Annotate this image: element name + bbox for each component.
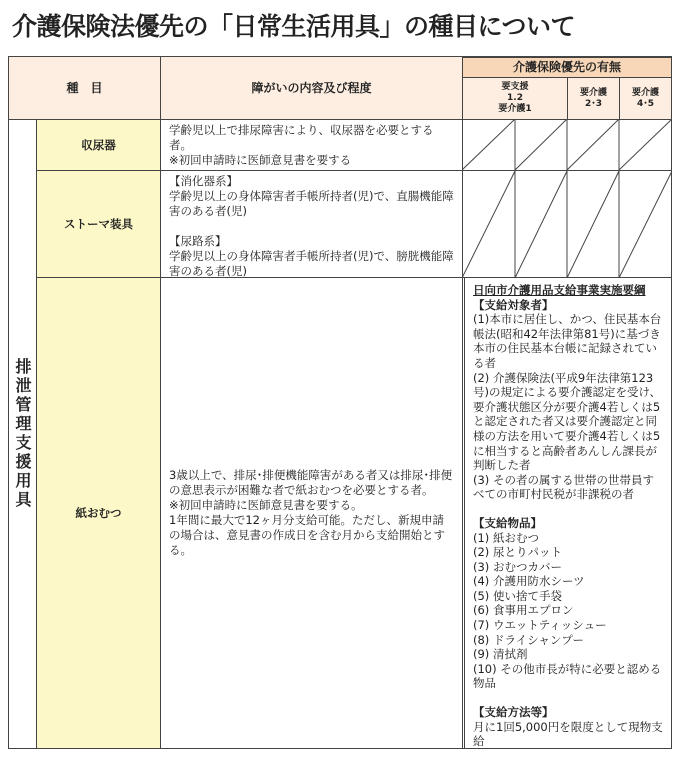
row-name-diaper-label: 紙おむつ [75,505,122,520]
not-applicable-grid [462,119,672,278]
row-name-diaper [36,277,161,749]
note-target-item: (2) 介護保険法(平成9年法律第123号)の規定による要介護認定を受け、要介護状態区分が要介護4若しくは5と認定された者又は要介護認定と同様の方法を用いて要介護4若しくは5に相当すると高齢者あんしん課長が判断した者 [473,370,662,473]
row-name-urinal-label: 収尿器 [81,137,116,152]
note-supply-item: (6) 食事用エプロン [473,603,574,618]
note-supply-item: (10) その他市長が特に必要と認める物品 [473,661,662,691]
note-supply-item: (8) ドライシャンプー [473,632,585,647]
insurance-header-label: 介護保険優先の有無 [512,60,621,74]
support-program-note [462,277,672,749]
note-supply-item: (7) ウエットティッシュー [473,618,607,633]
note-supply-item: (2) 尿とりパット [473,545,562,560]
note-supply-item: (5) 使い捨て手袋 [473,588,562,603]
insurance-header [462,56,672,78]
note-supply-item: (9) 清拭剤 [473,647,528,662]
note-supply-item: (4) 介護用防水シーツ [473,574,585,589]
row-name-stoma-label: ストーマ装具 [64,216,133,231]
page-title: 介護保険法優先の「日常生活用具」の種目について [12,12,576,41]
row-description-diaper-cell [160,277,463,749]
note-method-text: 月に1回5,000円を限度として現物支給 [473,719,663,749]
level-header-1 [462,77,568,120]
row-description-diaper: 3歳以上で、排尿･排便機能障害がある者又は排尿･排便の意思表示が困難な者で紙おむつを必要とする者。 ※初回申請時に医師意見書を要する。 1年間に最大で12ヶ月分支給可能。ただし、新規申請の場合は、意見書の作成日を含む月から支給開始とする。 [169,468,453,557]
note-supply-item: (3) おむつカバー [473,559,562,574]
note-supply-item: (1) 紙おむつ [473,530,539,545]
level-header-1-label: 要支援 1.2 要介護1 [498,82,532,114]
level-header-3-label: 要介護 4･5 [631,87,659,109]
description-header-label: 障がいの内容及び程度 [251,80,372,95]
level-header-2 [567,77,620,120]
note-target-item: (3) その者の属する世帯の世帯員すべての市町村民税が非課税の者 [473,472,654,502]
category-header-label: 種 目 [66,80,103,95]
not-applicable-slashes [462,119,672,278]
note-target-item: (1)本市に居住し、かつ、住民基本台帳法(昭和42年法律第81号)に基づき本市の住民基本台帳に記録されている者 [473,312,662,370]
group-label: 排泄管理支援用具 [13,358,32,510]
note-title: 日向市介護用品支給事業実施要綱 [473,283,646,297]
group-label-cell [8,119,37,749]
note-items-heading: 【支給物品】 [473,515,542,530]
description-header [160,56,463,120]
row-name-urinal [36,119,161,171]
level-header-2-label: 要介護 2･3 [579,87,607,109]
note-target-heading: 【支給対象者】 [473,297,554,312]
note-method-heading: 【支給方法等】 [473,705,554,720]
category-header [8,56,161,120]
level-header-3 [619,77,672,120]
row-name-stoma [36,170,161,278]
row-description-urinal: 学齢児以上で排尿障害により、収尿器を必要とする者。 ※初回申請時に医師意見書を要する [160,119,463,171]
row-description-stoma: 【消化器系】 学齢児以上の身体障害者手帳所持者(児)で、直腸機能障害のある者(児) 【尿路系】 学齢児以上の身体障害者手帳所持者(児)で、膀胱機能障害のある者(児) [160,170,463,278]
